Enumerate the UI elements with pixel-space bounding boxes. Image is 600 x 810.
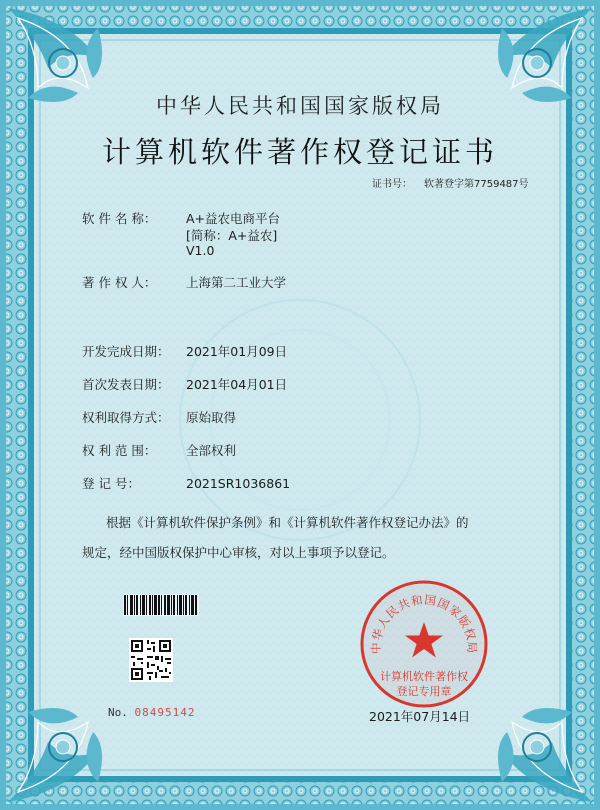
acquire-method-value: 原始取得 [186, 410, 237, 425]
registration-number-value: 2021SR1036861 [186, 476, 291, 491]
scope-label: 权 利 范 围： [82, 443, 157, 458]
owner-label: 著 作 权 人： [82, 275, 157, 290]
seal-inner-line-1: 计算机软件著作权 [380, 670, 468, 683]
legal-statement [82, 508, 552, 568]
legal-statement-line-2: 规定，经中国版权保护中心审核，对以上事项予以登记。 [82, 545, 395, 560]
svg-text:中华人民共和国国家版权局: 中华人民共和国国家版权局 [368, 592, 480, 655]
qr-code-image [129, 638, 173, 682]
registration-number-row [82, 474, 290, 492]
software-name-label: 软 件 名 称： [82, 211, 157, 226]
dev-complete-label: 开发完成日期： [82, 344, 170, 359]
owner-row [82, 273, 286, 291]
first-publish-value: 2021年04月01日 [186, 377, 288, 392]
registration-number-label: 登 记 号： [82, 476, 140, 491]
software-name-row [82, 209, 280, 227]
acquire-method-row [82, 408, 236, 426]
scope-row [82, 441, 236, 459]
serial-number [108, 706, 195, 719]
issue-date: 2021年07月14日 [369, 709, 471, 724]
owner-value: 上海第二工业大学 [186, 275, 287, 290]
first-publish-row [82, 375, 287, 393]
barcode-image [123, 594, 199, 616]
legal-statement-line-1: 根据《计算机软件保护条例》和《计算机软件著作权登记办法》的 [106, 515, 469, 530]
first-publish-label: 首次发表日期： [82, 377, 170, 392]
certificate-number-label: 证书号： [372, 179, 412, 190]
certificate-title: 计算机软件著作权登记证书 [101, 135, 498, 169]
software-version: V1.0 [186, 243, 215, 258]
certificate-number [372, 175, 541, 190]
dev-complete-row [82, 342, 287, 360]
certificate-number-value: 软著登字第7759487号 [424, 179, 529, 190]
software-short-name: [简称：A+益农] [186, 228, 278, 243]
seal-inner-line-2: 登记专用章 [396, 685, 452, 698]
software-name-value: A+益农电商平台 [186, 211, 281, 226]
acquire-method-label: 权利取得方式： [82, 410, 170, 425]
serial-prefix: No. [108, 706, 128, 719]
issuer-title: 中华人民共和国国家版权局 [156, 94, 444, 118]
serial-number-value: 08495142 [134, 706, 196, 719]
dev-complete-value: 2021年01月09日 [186, 344, 288, 359]
scope-value: 全部权利 [186, 443, 237, 458]
